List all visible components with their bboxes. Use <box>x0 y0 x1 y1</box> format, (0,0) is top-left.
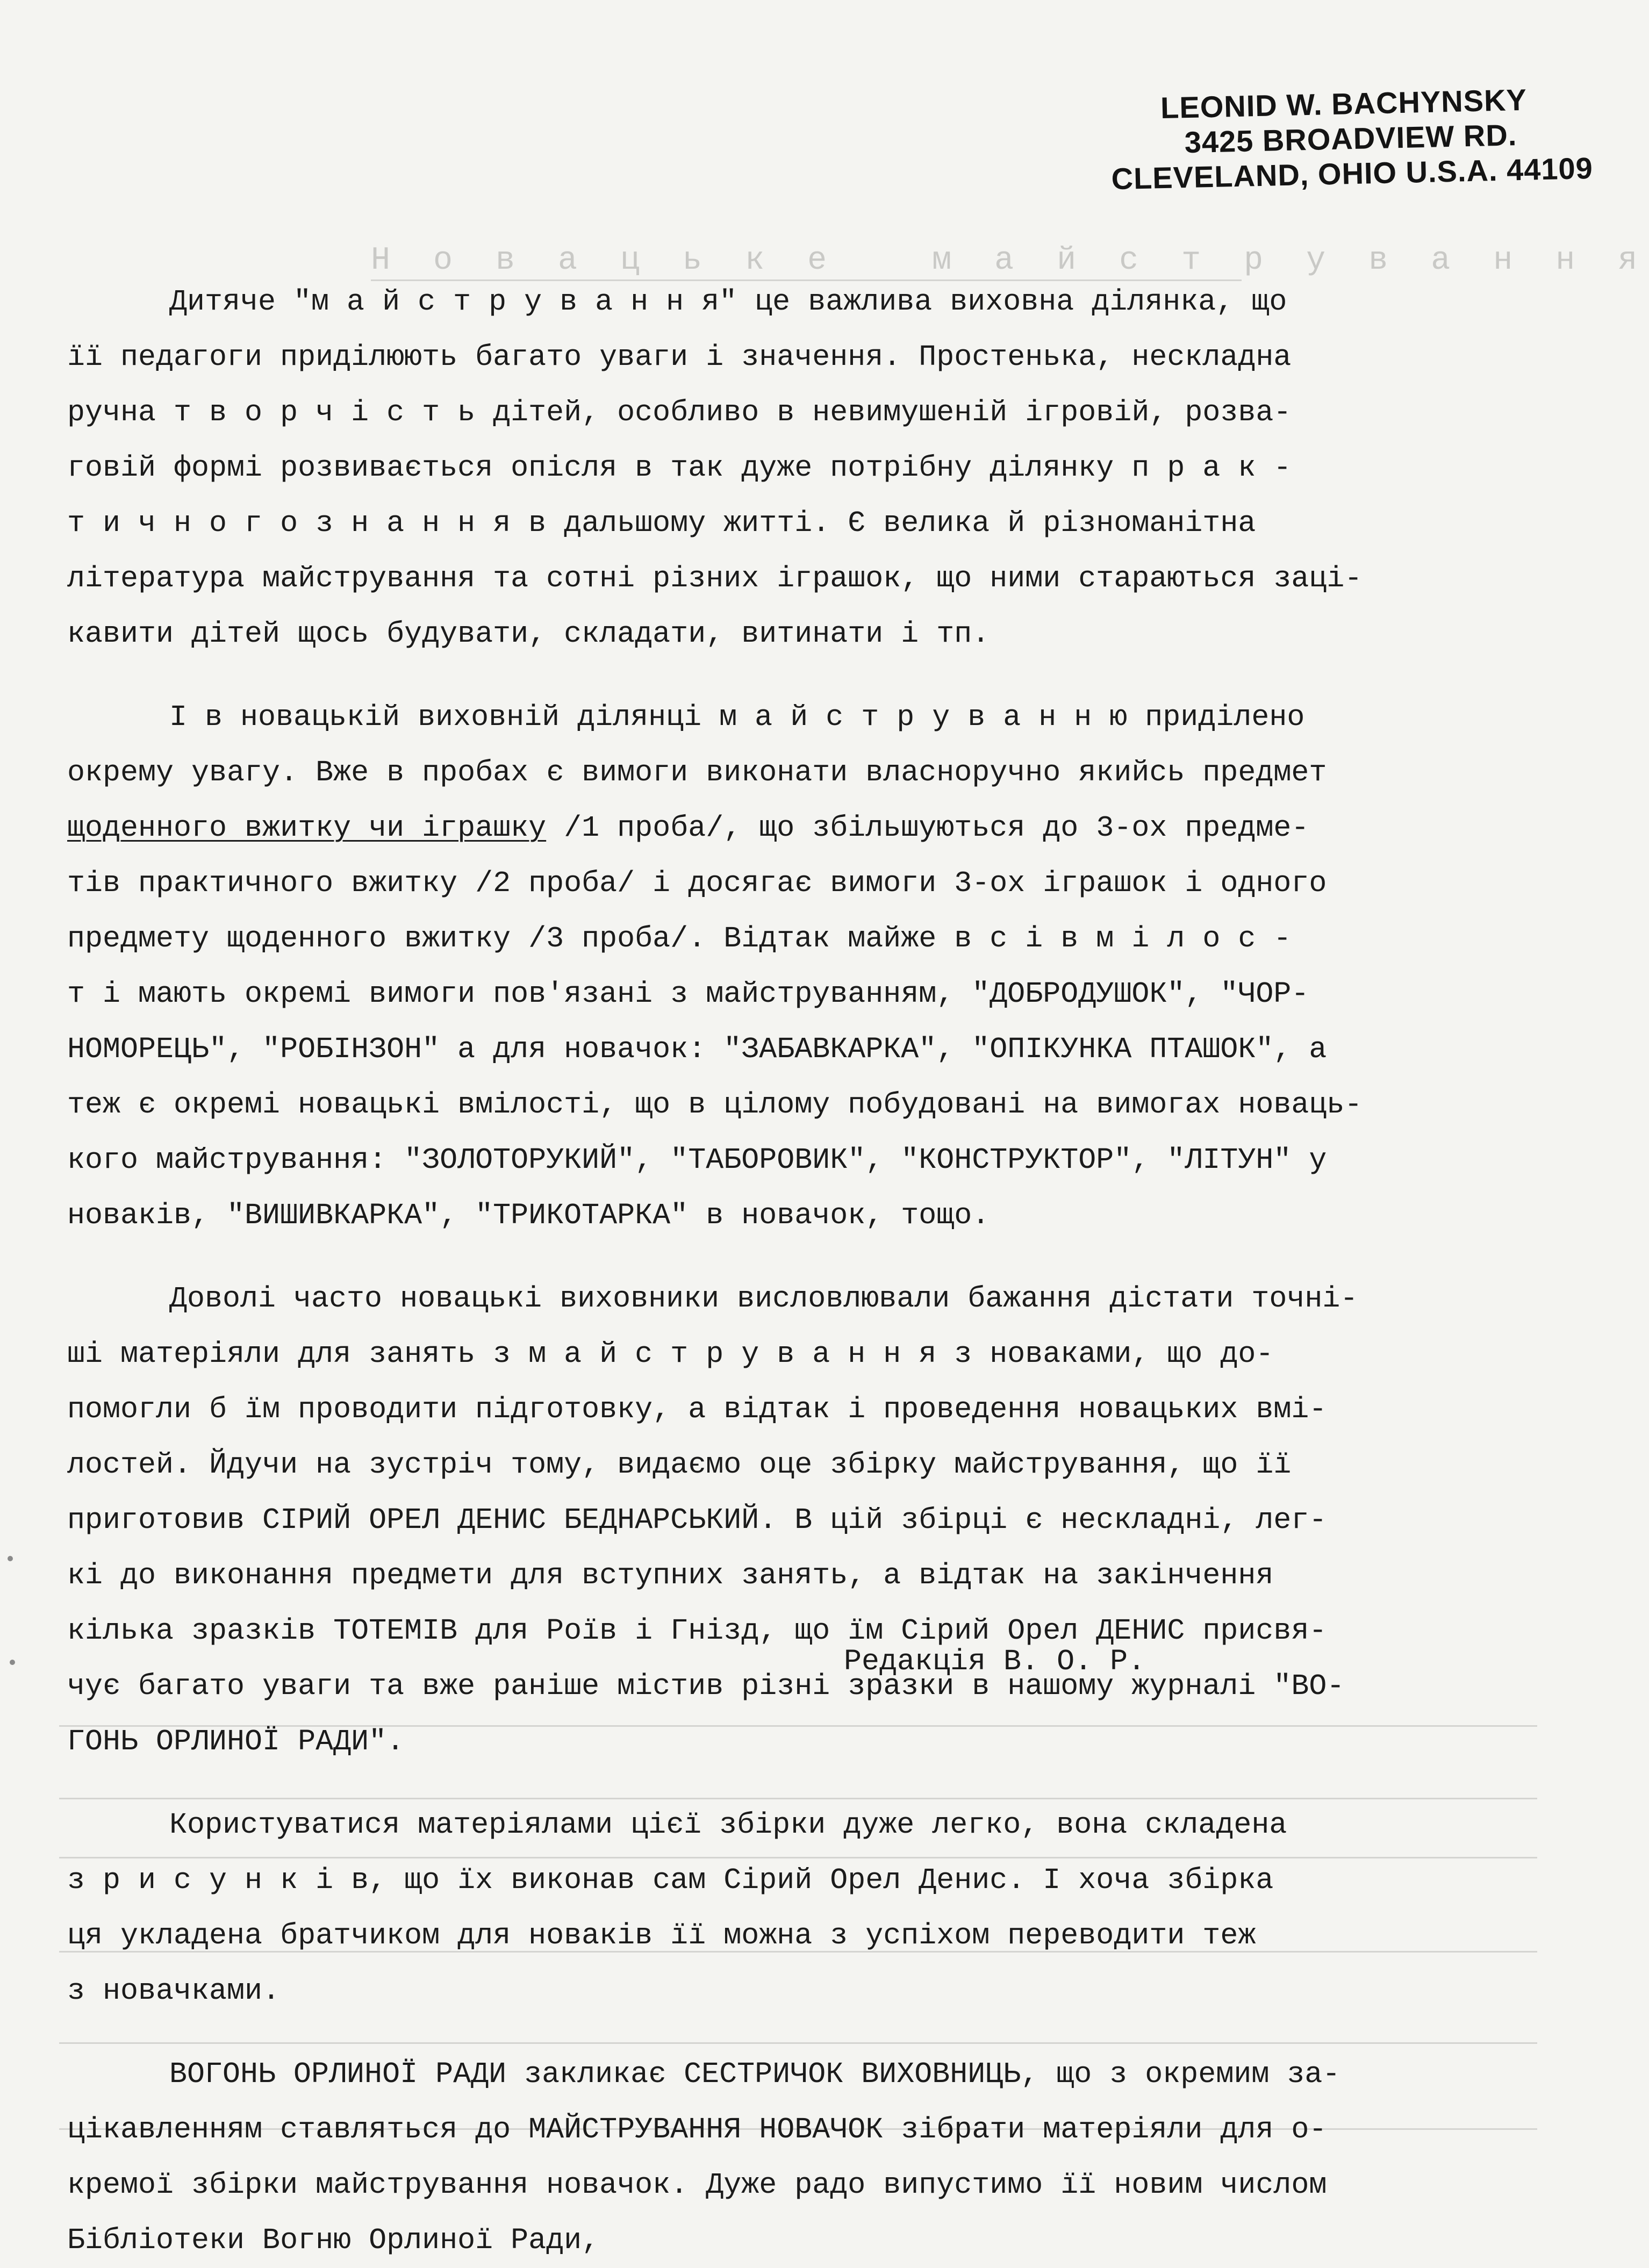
text-line: тів практичного вжитку /2 проба/ і досягає вимоги 3-ох іграшок і одного <box>67 866 1327 900</box>
paragraph-1 <box>67 274 1594 662</box>
text-line: ГОНЬ ОРЛИНОЇ РАДИ". <box>67 1725 405 1759</box>
text-line: кремої збірки майстрування новачок. Дуже радо випустимо її новим числом <box>67 2168 1327 2202</box>
text-line: кавити дітей щось будувати, складати, витинати і тп. <box>67 617 990 651</box>
text-line: чує багато уваги та вже раніше містив різні зразки в нашому журналі "ВО- <box>67 1669 1345 1703</box>
text-line: предмету щоденного вжитку /3 проба/. Відтак майже в с і в м і л о с - <box>67 922 1292 956</box>
stamp-city: CLEVELAND, OHIO U.S.A. 44109 <box>1110 150 1594 196</box>
text-line: говій формі розвивається опісля в так дуже потрібну ділянку п р а к - <box>67 451 1292 485</box>
paragraph-2 <box>67 690 1594 1243</box>
text-line: Користуватися матеріялами цієї збірки дуже легко, вона складена <box>169 1808 1287 1842</box>
text-line: ВОГОНЬ ОРЛИНОЇ РАДИ закликає СЕСТРИЧОК ВИХОВНИЦЬ, що з окремим за- <box>169 2057 1340 2091</box>
text-line: її педагоги приділюють багато уваги і значення. Простенька, нескладна <box>67 340 1292 374</box>
text-line: кого майстрування: "ЗОЛОТОРУКИЙ", "ТАБОРОВИК", "КОНСТРУКТОР", "ЛІТУН" у <box>67 1143 1327 1177</box>
scan-speck <box>10 1660 15 1665</box>
text-line-underlined: щоденного вжитку чи іграшку /1 проба/, що збільшуються до 3-ох предме- <box>67 811 1309 845</box>
text-line: лостей. Йдучи на зустріч тому, видаємо оце збірку майстрування, що її <box>67 1448 1292 1482</box>
text-line: ші матеріяли для занять з м а й с т р у в а н н я з новаками, що до- <box>67 1337 1274 1371</box>
text-line: Доволі часто новацькі виховники висловлювали бажання дістати точні- <box>169 1282 1358 1316</box>
text-line: цікавленням ставляться до МАЙСТРУВАННЯ НОВАЧОК зібрати матеріяли для о- <box>67 2113 1327 2147</box>
text-line: ця укладена братчиком для новаків її можна з успіхом переводити теж <box>67 1919 1256 1953</box>
text-line: теж є окремі новацькі вмілості, що в цілому побудовані на вимогах новаць- <box>67 1088 1363 1122</box>
address-stamp <box>1010 81 1593 198</box>
paragraph-3 <box>67 1271 1594 1769</box>
paragraph-5 <box>67 2047 1594 2268</box>
scan-speck <box>8 1556 13 1561</box>
text-line: кі до виконання предмети для вступних занять, а відтак на закінчення <box>67 1559 1274 1592</box>
text-line: кілька зразків ТОТЕМІВ для Роїв і Гнізд, що їм Сірий Орел ДЕНИС присвя- <box>67 1614 1327 1648</box>
text-line: Бібліотеки Вогню Орлиної Ради, <box>67 2223 600 2257</box>
text-line: приготовив СІРИЙ ОРЕЛ ДЕНИС БЕДНАРСЬКИЙ. В цій збірці є нескладні, лег- <box>67 1503 1327 1537</box>
text-line: т и ч н о г о з н а н н я в дальшому житті. Є велика й різноманітна <box>67 506 1256 540</box>
bleed-through-text: Н о в а ц ь к е м а й с т р у в а н н я <box>371 242 1649 279</box>
stamp-street: 3425 BROADVIEW RD. <box>1184 118 1517 160</box>
text-line: з р и с у н к і в, що їх виконав сам Сірий Орел Денис. І хоча збірка <box>67 1863 1274 1897</box>
text-line: ручна т в о р ч і с т ь дітей, особливо в невимушеній ігровій, розва- <box>67 396 1292 429</box>
text-line: НОМОРЕЦЬ", "РОБІНЗОН" а для новачок: "ЗАБАВКАРКА", "ОПІКУНКА ПТАШОК", а <box>67 1032 1327 1066</box>
text-line: новаків, "ВИШИВКАРКА", "ТРИКОТАРКА" в новачок, тощо. <box>67 1198 990 1232</box>
text-line: Дитяче "м а й с т р у в а н н я" це важлива виховна ділянка, що <box>169 285 1287 319</box>
underlined-phrase: щоденного вжитку чи іграшку <box>67 811 547 845</box>
text-line: І в новацькій виховній ділянці м а й с т р у в а н н ю приділено <box>169 700 1305 734</box>
text-line: окрему увагу. Вже в пробах є вимоги виконати власноручно якийсь предмет <box>67 756 1327 790</box>
paragraph-4 <box>67 1797 1594 2019</box>
text-line: помогли б їм проводити підготовку, а відтак і проведення новацьких вмі- <box>67 1393 1327 1426</box>
document-body <box>67 274 1594 2268</box>
stamp-name: LEONID W. BACHYNSKY <box>1160 82 1528 125</box>
editorial-signature: Редакція В. О. Р. <box>844 1645 1146 1678</box>
text-line: т і мають окремі вимоги пов'язані з майструванням, "ДОБРОДУШОК", "ЧОР- <box>67 977 1309 1011</box>
text-line: з новачками. <box>67 1974 281 2008</box>
text-line: література майстрування та сотні різних іграшок, що ними стараються заці- <box>67 562 1363 595</box>
